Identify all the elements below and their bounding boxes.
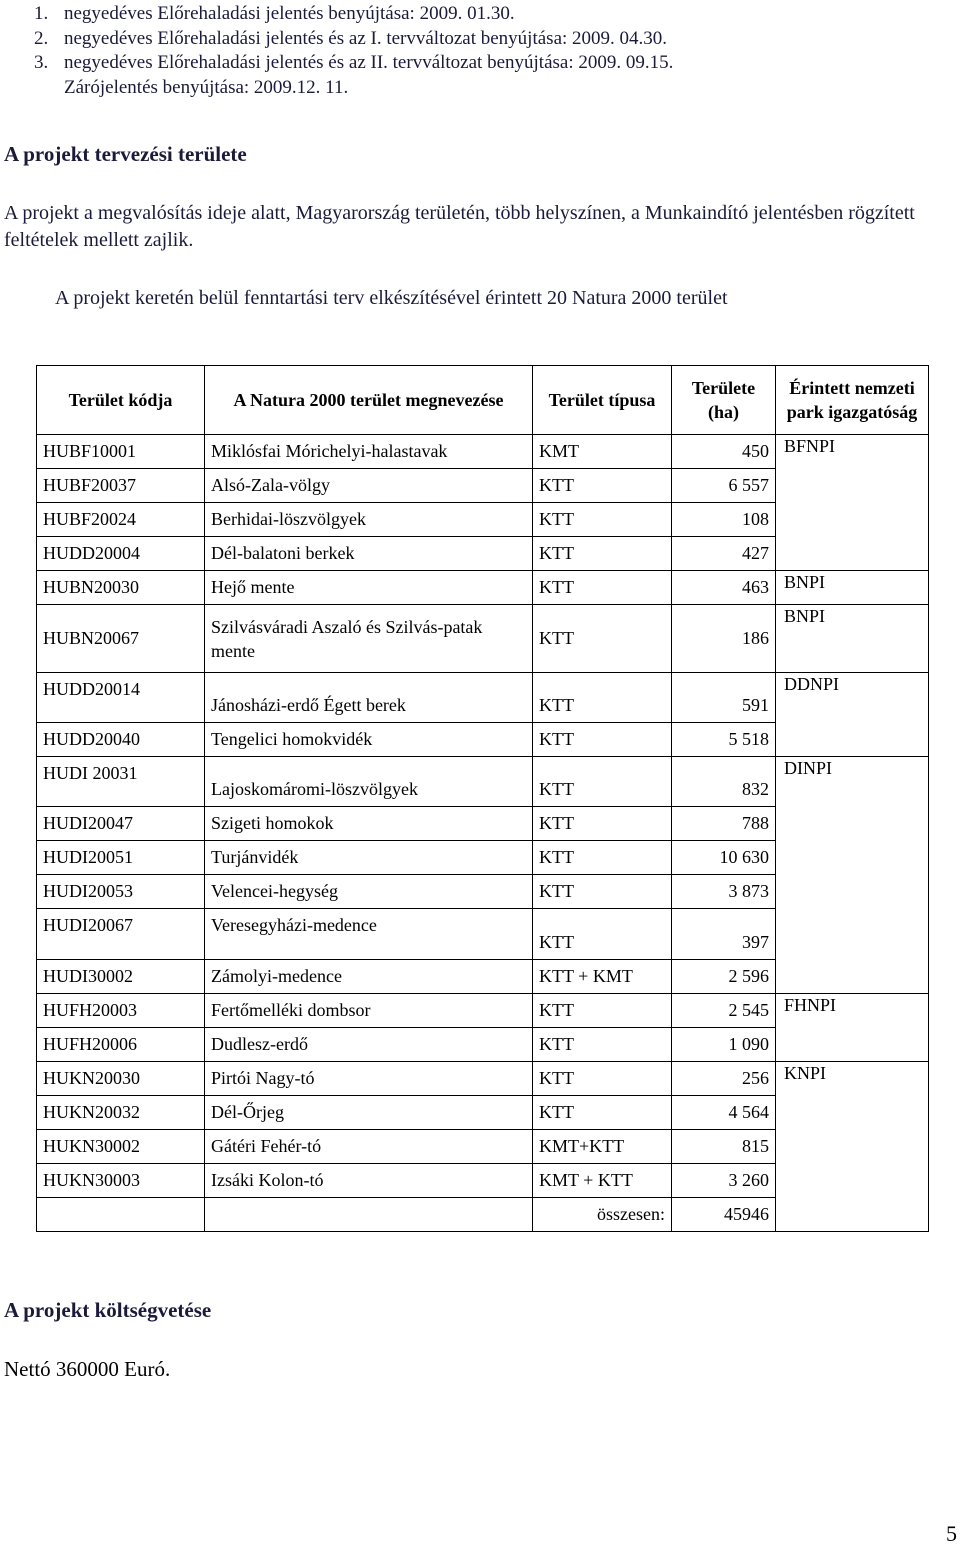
page-number: 5 — [946, 1521, 957, 1546]
header-type: Terület típusa — [533, 366, 672, 435]
cell-name: Zámolyi-medence — [205, 960, 533, 994]
cell-area: 108 — [672, 503, 776, 537]
cell-code: HUDI30002 — [37, 960, 205, 994]
cell-code: HUDD20014 — [37, 673, 205, 723]
cell-name: Dél-balatoni berkek — [205, 537, 533, 571]
cell-type: KTT + KMT — [533, 960, 672, 994]
cell-type: KTT — [533, 1028, 672, 1062]
cell-area: 815 — [672, 1130, 776, 1164]
total-value: 45946 — [672, 1198, 776, 1232]
cell-name: Veresegyházi-medence — [205, 909, 533, 960]
cell-code: HUKN20032 — [37, 1096, 205, 1130]
cell-area: 832 — [672, 757, 776, 807]
cell-name: Turjánvidék — [205, 841, 533, 875]
item-text: negyedéves Előrehaladási jelentés és az I. tervváltozat benyújtása: 2009. 04.30. — [64, 27, 668, 49]
table-row — [37, 994, 929, 1028]
section-heading-budget: A projekt költségvetése — [4, 1298, 212, 1322]
cell-type: KMT+KTT — [533, 1130, 672, 1164]
cell-area: 463 — [672, 571, 776, 605]
cell-type: KTT — [533, 673, 672, 723]
header-name: A Natura 2000 terület megnevezése — [205, 366, 533, 435]
budget-text: Nettó 360000 Euró. — [4, 1357, 171, 1381]
cell-name: Berhidai-löszvölgyek — [205, 503, 533, 537]
cell-name: Lajoskomáromi-löszvölgyek — [205, 757, 533, 807]
cell-code: HUKN20030 — [37, 1062, 205, 1096]
cell-park: DINPI — [776, 757, 929, 994]
cell-code: HUDI20067 — [37, 909, 205, 960]
cell-name: Tengelici homokvidék — [205, 723, 533, 757]
table-row — [37, 571, 929, 605]
cell-park: KNPI — [776, 1062, 929, 1232]
table-row — [37, 435, 929, 469]
table-header-row — [37, 366, 929, 435]
cell-code: HUDI20053 — [37, 875, 205, 909]
item-text: negyedéves Előrehaladási jelentés és az II. tervváltozat benyújtása: 2009. 09.15. — [64, 52, 674, 73]
cell-area: 2 596 — [672, 960, 776, 994]
cell-area: 10 630 — [672, 841, 776, 875]
cell-type: KTT — [533, 841, 672, 875]
cell-type: KTT — [533, 757, 672, 807]
report-item-1 — [34, 2, 673, 27]
cell-area: 4 564 — [672, 1096, 776, 1130]
cell-area: 3 260 — [672, 1164, 776, 1198]
item-text: Zárójelentés benyújtása: 2009.12. 11. — [64, 76, 349, 98]
cell-area: 256 — [672, 1062, 776, 1096]
cell-area: 450 — [672, 435, 776, 469]
cell-name: Hejő mente — [205, 571, 533, 605]
total-label: összesen: — [533, 1198, 672, 1232]
cell-type: KTT — [533, 994, 672, 1028]
cell-code: HUFH20006 — [37, 1028, 205, 1062]
cell-code: HUDI20047 — [37, 807, 205, 841]
report-item-3 — [34, 51, 673, 76]
cell-type: KMT — [533, 435, 672, 469]
cell-type: KMT + KTT — [533, 1164, 672, 1198]
header-code: Terület kódja — [37, 366, 205, 435]
table-caption: A projekt keretén belül fenntartási terv elkészítésével érintett 20 Natura 2000 terület — [55, 287, 728, 309]
cell-park: DDNPI — [776, 673, 929, 757]
cell-area: 591 — [672, 673, 776, 723]
cell-name: Miklósfai Mórichelyi-halastavak — [205, 435, 533, 469]
cell-code: HUKN30003 — [37, 1164, 205, 1198]
header-area: Területe (ha) — [672, 366, 776, 435]
cell-name: Velencei-hegység — [205, 875, 533, 909]
cell-code: HUBF10001 — [37, 435, 205, 469]
cell-name: Dudlesz-erdő — [205, 1028, 533, 1062]
cell-type: KTT — [533, 909, 672, 960]
cell-type: KTT — [533, 1062, 672, 1096]
section-heading-area: A projekt tervezési területe — [4, 142, 247, 166]
report-item-2 — [34, 27, 673, 52]
cell-name: Alsó-Zala-völgy — [205, 469, 533, 503]
cell-area: 2 545 — [672, 994, 776, 1028]
cell-type: KTT — [533, 469, 672, 503]
cell-name: Izsáki Kolon-tó — [205, 1164, 533, 1198]
cell-type: KTT — [533, 807, 672, 841]
cell-type: KTT — [533, 571, 672, 605]
cell-area: 3 873 — [672, 875, 776, 909]
cell-area: 427 — [672, 537, 776, 571]
cell-type: KTT — [533, 723, 672, 757]
cell-code: HUKN30002 — [37, 1130, 205, 1164]
cell-code: HUDD20040 — [37, 723, 205, 757]
cell-name: Szigeti homokok — [205, 807, 533, 841]
table-row — [37, 1062, 929, 1096]
natura-sites-table — [36, 365, 929, 1232]
item-number: 3. — [34, 52, 49, 73]
cell-name: Jánosházi-erdő Égett berek — [205, 673, 533, 723]
cell-type: KTT — [533, 537, 672, 571]
cell-name: Gátéri Fehér-tó — [205, 1130, 533, 1164]
cell-park: BNPI — [776, 571, 929, 605]
cell-empty — [37, 1198, 205, 1232]
table-row — [37, 757, 929, 807]
item-number: 1. — [34, 3, 49, 24]
cell-area: 1 090 — [672, 1028, 776, 1062]
cell-code: HUBF20037 — [37, 469, 205, 503]
cell-type: KTT — [533, 1096, 672, 1130]
cell-area: 5 518 — [672, 723, 776, 757]
cell-name: Dél-Őrjeg — [205, 1096, 533, 1130]
cell-code: HUBN20067 — [37, 605, 205, 673]
cell-area: 397 — [672, 909, 776, 960]
cell-code: HUFH20003 — [37, 994, 205, 1028]
cell-park: FHNPI — [776, 994, 929, 1062]
cell-area: 6 557 — [672, 469, 776, 503]
item-text: negyedéves Előrehaladási jelentés benyújtása: 2009. 01.30. — [64, 3, 515, 24]
cell-type: KTT — [533, 605, 672, 673]
cell-type: KTT — [533, 875, 672, 909]
table-row — [37, 605, 929, 673]
cell-area: 186 — [672, 605, 776, 673]
cell-name: Fertőmelléki dombsor — [205, 994, 533, 1028]
item-number: 2. — [34, 27, 49, 49]
cell-code: HUDI20051 — [37, 841, 205, 875]
cell-type: KTT — [533, 503, 672, 537]
cell-name: Pirtói Nagy-tó — [205, 1062, 533, 1096]
cell-code: HUBF20024 — [37, 503, 205, 537]
cell-code: HUDD20004 — [37, 537, 205, 571]
cell-park: BNPI — [776, 605, 929, 673]
cell-name: Szilvásváradi Aszaló és Szilvás-patak mente — [205, 605, 533, 673]
cell-code: HUBN20030 — [37, 571, 205, 605]
final-report-item — [34, 76, 673, 101]
section-area-paragraph: A projekt a megvalósítás ideje alatt, Magyarország területén, több helyszínen, a Munkaindító jelentésben rögzített feltételek mellett zajlik. — [4, 202, 915, 251]
cell-park: BFNPI — [776, 435, 929, 571]
cell-area: 788 — [672, 807, 776, 841]
header-park: Érintett nemzeti park igazgatóság — [776, 366, 929, 435]
report-deadlines-list — [34, 2, 673, 100]
cell-empty — [205, 1198, 533, 1232]
cell-code: HUDI 20031 — [37, 757, 205, 807]
table-row — [37, 673, 929, 723]
